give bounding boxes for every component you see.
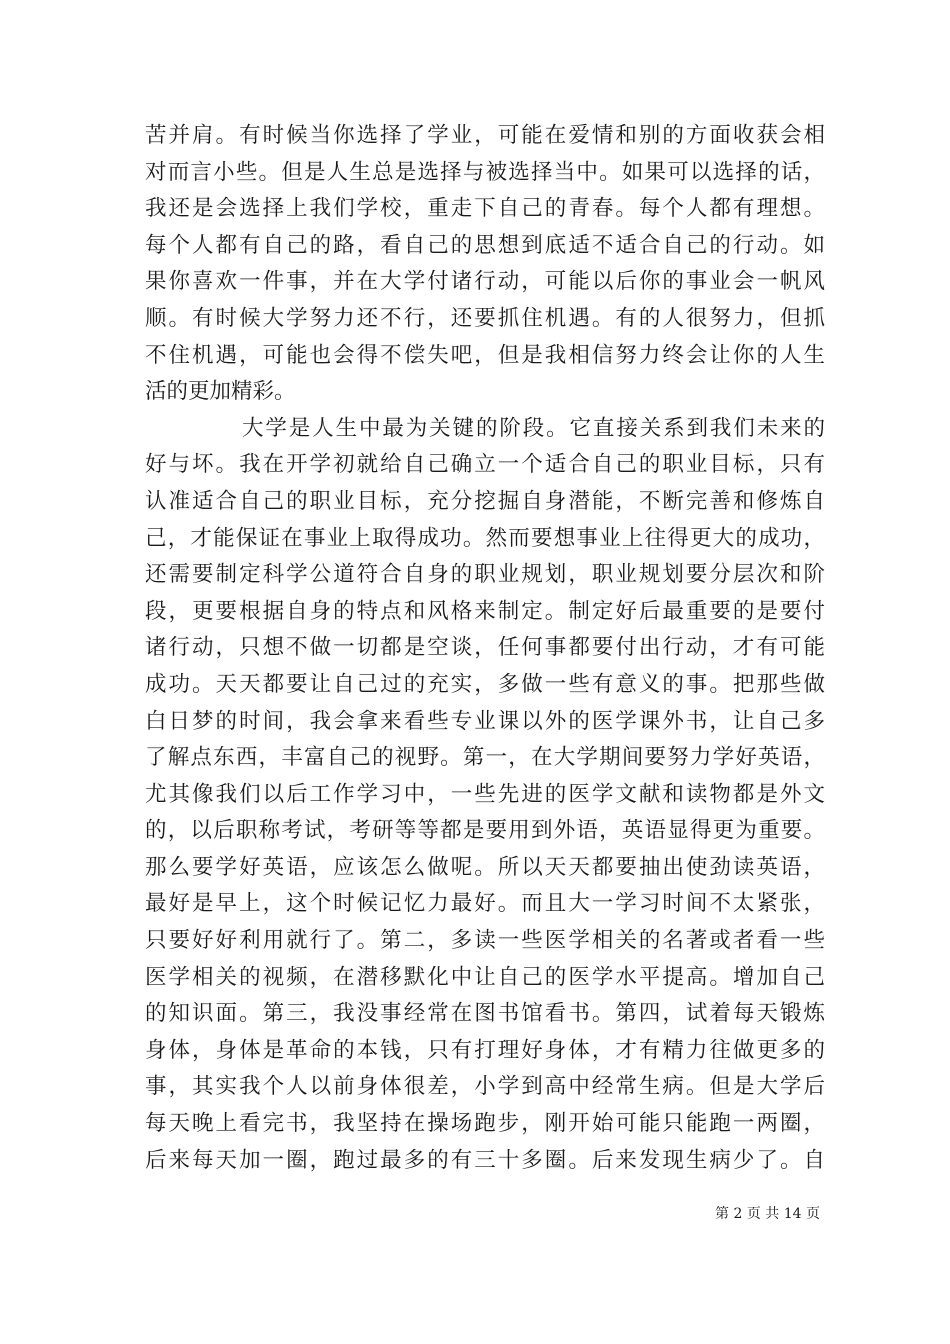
text-line: 活的更加精彩。 xyxy=(145,379,296,405)
document-body xyxy=(145,118,825,1179)
text-line: 白日梦的时间，我会拿来看些专业课以外的医学课外书，让自己多 xyxy=(145,708,825,734)
text-line: 每天晚上看完书，我坚持在操场跑步，刚开始可能只能跑一两圈， xyxy=(145,1111,825,1137)
text-line: 最好是早上，这个时候记忆力最好。而且大一学习时间不太紧张， xyxy=(145,891,825,917)
text-line: 果你喜欢一件事，并在大学付诸行动，可能以后你的事业会一帆风 xyxy=(145,269,825,295)
text-line: 的知识面。第三，我没事经常在图书馆看书。第四，试着每天锻炼 xyxy=(145,1001,825,1027)
text-line: 每个人都有自己的路，看自己的思想到底适不适合自己的行动。如 xyxy=(145,232,825,258)
text-line: 身体，身体是革命的本钱，只有打理好身体，才有精力往做更多的 xyxy=(145,1037,825,1063)
text-line: 不住机遇，可能也会得不偿失吧，但是我相信努力终会让你的人生 xyxy=(145,342,825,368)
paragraph-2 xyxy=(145,411,825,1179)
text-line: 段，更要根据自身的特点和风格来制定。制定好后最重要的是要付 xyxy=(145,598,825,624)
text-line: 好与坏。我在开学初就给自己确立一个适合自己的职业目标，只有 xyxy=(145,452,825,478)
text-line: 只要好好利用就行了。第二，多读一些医学相关的名著或者看一些 xyxy=(145,928,825,954)
text-line: 那么要学好英语，应该怎么做呢。所以天天都要抽出使劲读英语， xyxy=(145,854,825,880)
text-line: 后来每天加一圈，跑过最多的有三十多圈。后来发现生病少了。自 xyxy=(145,1147,825,1173)
text-line: 苦并肩。有时候当你选择了学业，可能在爱情和别的方面收获会相 xyxy=(145,123,825,148)
text-line: 还需要制定科学公道符合自身的职业规划，职业规划要分层次和阶 xyxy=(145,562,825,588)
text-line: 了解点东西，丰富自己的视野。第一，在大学期间要努力学好英语， xyxy=(145,745,825,771)
text-line: 己，才能保证在事业上取得成功。然而要想事业上往得更大的成功， xyxy=(145,525,825,551)
page-number-footer: 第 2 页 共 14 页 xyxy=(715,1206,820,1222)
text-line: 诸行动，只想不做一切都是空谈，任何事都要付出行动，才有可能 xyxy=(145,635,825,661)
text-line: 成功。天天都要让自己过的充实，多做一些有意义的事。把那些做 xyxy=(145,671,825,697)
text-line: 我还是会选择上我们学校，重走下自己的青春。每个人都有理想。 xyxy=(145,196,825,222)
text-line: 对而言小些。但是人生总是选择与被选择当中。如果可以选择的话， xyxy=(145,159,825,185)
paragraph-1 xyxy=(145,118,825,411)
text-line: 事，其实我个人以前身体很差，小学到高中经常生病。但是大学后 xyxy=(145,1074,825,1100)
text-line: 医学相关的视频，在潜移默化中让自己的医学水平提高。增加自己 xyxy=(145,964,825,990)
text-line: 顺。有时候大学努力还不行，还要抓住机遇。有的人很努力，但抓 xyxy=(145,305,825,331)
text-line: 大学是人生中最为关键的阶段。它直接关系到我们未来的 xyxy=(242,415,825,441)
text-line: 的，以后职称考试，考研等等都是要用到外语，英语显得更为重要。 xyxy=(145,818,825,844)
text-line: 尤其像我们以后工作学习中，一些先进的医学文献和读物都是外文 xyxy=(145,781,825,807)
text-line: 认准适合自己的职业目标，充分挖掘自身潜能，不断完善和修炼自 xyxy=(145,488,825,514)
